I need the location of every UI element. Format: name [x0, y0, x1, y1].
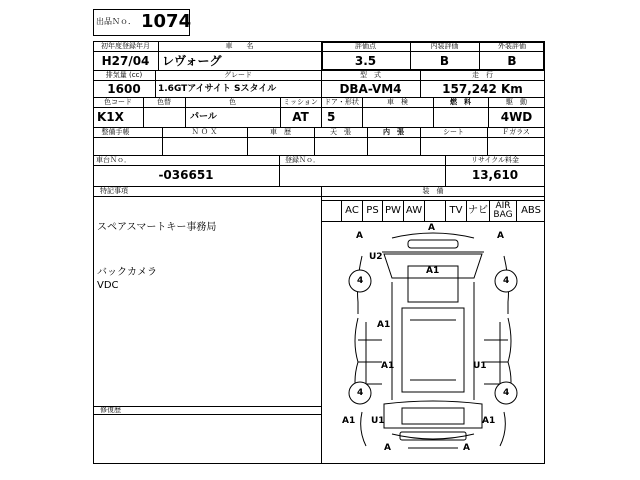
- mark-hood-left: U2: [369, 252, 383, 262]
- color-code-value: K1X: [97, 110, 124, 124]
- roof-lining-label: 天 張: [330, 128, 351, 136]
- grade-label: グレード: [224, 71, 252, 79]
- car-name-value: レヴォーグ: [162, 54, 222, 68]
- mark-right-rear-door: U1: [473, 361, 487, 371]
- mark-left-rear-door: A1: [381, 361, 395, 371]
- equip-airbag: AIR BAG: [489, 201, 516, 221]
- body-sides: [392, 282, 474, 400]
- color-code-label: 色コード: [104, 98, 132, 106]
- reg-date-value: H27/04: [101, 54, 150, 68]
- right-door-lines: [484, 340, 508, 384]
- lot-number-label: 出品Ｎｏ．: [96, 17, 136, 26]
- rule: [93, 414, 321, 415]
- transmission-label: ミッション: [283, 98, 318, 106]
- mark-roof: A1: [426, 266, 440, 276]
- repair-history-label: 修復歴: [100, 406, 121, 414]
- transmission-value: AT: [292, 110, 309, 124]
- mark-tire-rl: 4: [357, 388, 364, 398]
- roof-rails: [410, 320, 456, 380]
- doors-label: ドア・形状: [324, 98, 359, 106]
- rear-window: [402, 408, 464, 424]
- doors-value: 5: [327, 110, 336, 124]
- rear-bumper-line: [392, 434, 474, 439]
- mark-rear-left-a1: A1: [342, 416, 356, 426]
- chassis-no-value: -036651: [158, 168, 214, 182]
- exterior-score-value: B: [507, 54, 517, 68]
- registration-no-label: 登録Ｎｏ．: [285, 156, 320, 164]
- mark-front-left: A: [356, 231, 363, 241]
- equip-aw: AW: [403, 201, 424, 221]
- roof-panel: [402, 308, 464, 392]
- rule: [93, 80, 545, 81]
- mark-front-center: A: [428, 223, 435, 233]
- equip-tv: TV: [445, 201, 466, 221]
- drive-value: 4WD: [500, 110, 533, 124]
- car-name-label: 車 名: [225, 42, 254, 50]
- lot-number: 1074: [141, 11, 192, 32]
- fuel-label: 燃 料: [450, 98, 471, 106]
- color-value: パール: [190, 112, 217, 122]
- rule: [93, 406, 321, 407]
- nox-label: Ｎ Ｏ Ｘ: [191, 128, 218, 136]
- rule: [93, 196, 545, 197]
- mark-rear-bottom-left: A: [384, 443, 391, 453]
- equip-blank: [424, 201, 445, 221]
- windshield-label: Ｆガラス: [502, 128, 530, 136]
- reg-date-label: 初年度登録年月: [101, 42, 150, 50]
- rule: [279, 155, 280, 186]
- note-line-2: バックカメラ: [97, 267, 157, 278]
- mark-rear-bottom-right: A: [463, 443, 470, 453]
- mileage-label: 走 行: [472, 71, 493, 79]
- rule: [93, 165, 545, 166]
- history-label: 車 歴: [270, 128, 291, 136]
- mark-front-right: A: [497, 231, 504, 241]
- mark-left-door: A1: [377, 320, 391, 330]
- recycle-fee-value: 13,610: [471, 168, 519, 182]
- color-label: 色: [229, 98, 236, 106]
- model-code-label: 型 式: [360, 71, 381, 79]
- mark-tire-rr: 4: [503, 388, 510, 398]
- displacement-label: 排気量 (cc): [105, 71, 143, 79]
- mark-tire-fr: 4: [503, 276, 510, 286]
- car-diagram: [322, 222, 544, 464]
- mark-rear-left-u1: U1: [371, 416, 385, 426]
- chassis-no-label: 車台Ｎｏ．: [96, 156, 131, 164]
- rule: [93, 107, 545, 108]
- front-grille: [408, 240, 458, 248]
- note-line-1: スペアスマートキー事務局: [97, 222, 217, 233]
- exterior-score-label: 外装評価: [498, 42, 526, 50]
- interior-lining-label: 内 張: [383, 128, 404, 136]
- equip-navi: ナビ: [466, 201, 489, 221]
- notes-label: 特記事項: [100, 187, 128, 195]
- mileage-value: 157,242 Km: [442, 82, 523, 96]
- grade-value: 1.6GTアイサイト Sスタイル: [158, 84, 277, 94]
- maintenance-record-label: 整備手帳: [101, 128, 130, 136]
- left-door-lines: [358, 340, 382, 384]
- interior-score-label: 内装評価: [430, 42, 459, 50]
- displacement-value: 1600: [107, 82, 141, 96]
- model-code-value: DBA-VM4: [339, 82, 402, 96]
- equipment-label: 装 備: [422, 187, 444, 195]
- equip-ps: PS: [362, 201, 382, 221]
- equip-ac: AC: [341, 201, 362, 221]
- score-label: 評価点: [355, 42, 376, 50]
- rule: [93, 137, 545, 138]
- mark-rear-right-a1: A1: [482, 416, 496, 426]
- paint-label: 色替: [157, 98, 171, 106]
- equip-pw: PW: [382, 201, 403, 221]
- note-line-3: VDC: [97, 280, 119, 291]
- mark-tire-fl: 4: [357, 276, 364, 286]
- inspection-label: 車 検: [387, 98, 408, 106]
- interior-score-value: B: [439, 54, 450, 68]
- drive-label: 駆 動: [506, 98, 527, 106]
- score-value: 3.5: [354, 54, 377, 68]
- recycle-fee-label: リサイクル料金: [470, 156, 520, 164]
- equip-abs: ABS: [516, 201, 545, 221]
- seat-label: シート: [443, 128, 464, 136]
